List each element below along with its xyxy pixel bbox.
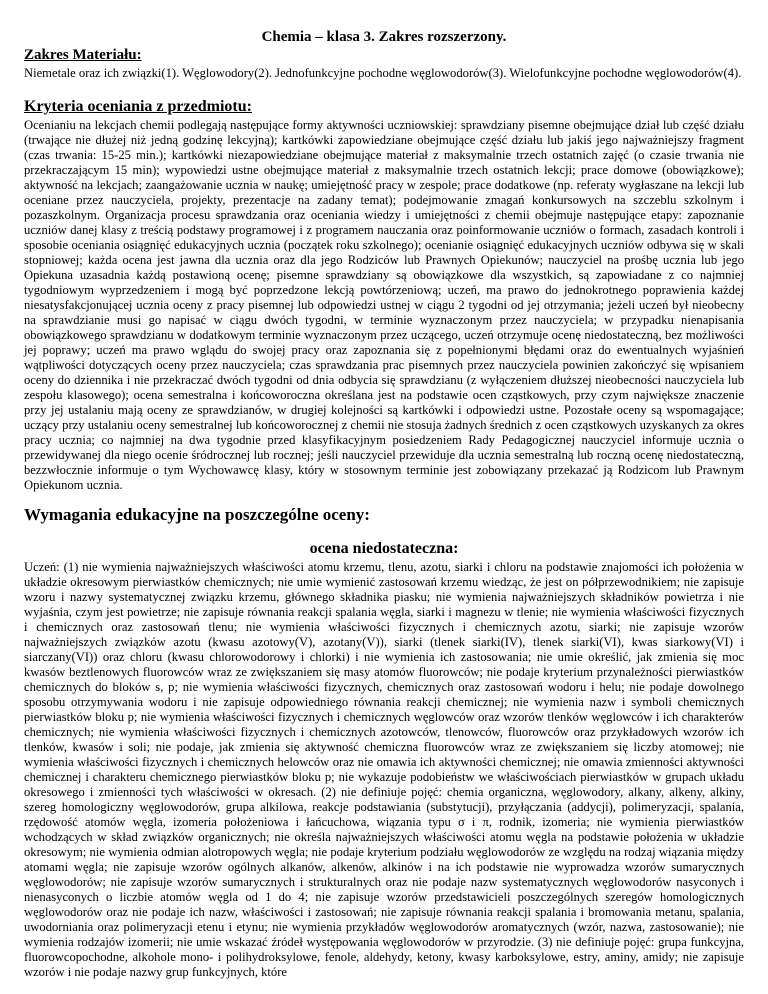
document-title: Chemia – klasa 3. Zakres rozszerzony. [261,29,507,45]
section-heading-criteria: Kryteria oceniania z przedmiotu: [24,98,252,115]
section-heading-requirements: Wymagania edukacyjne na poszczególne oceny: [24,505,370,524]
grade-heading-insufficient: ocena niedostateczna: [309,540,459,557]
document-page [24,0,744,980]
grade-text-insufficient: Uczeń: (1) nie wymienia najważniejszych właściwości atomu krzemu, tlenu, azotu, siarki i chloru na podstawie znajomości ich położenia w układzie okresowym pierwiastków chemicznych; nie umie wymienić zastosowań krzemu wiedząc, że jest on półprzewodnikiem; nie zapisuje wzoru i nazwy systematycznej związku krzemu, głównego składnika piasku; nie wymienia najważniejszych składników powietrza i nie wyjaśnia, czym jest powietrze; nie zapisuje równania reakcji spalania węgla, siarki i magnezu w tlenie; nie wymienia właściwości fizycznych i chemicznych oraz zastosowań tlenu; nie wymienia właściwości fizycznych i chemicznych azotu, siarki; nie zapisuje wzorów najważniejszych związków azotu (kwasu azotowy(V), azotany(V)), siarki (tlenek siarki(IV), tlenek siarki(VI), kwas siarkowy(VI) i siarczany(VI)) oraz chloru (kwasu chlorowodorowy i chlorki) i nie wymienia ich zastosowania; nie umie określić, jak zmienia się moc kwasów beztlenowych fluorowców wraz ze zwiększaniem się masy atomów fluorowców; nie podaje kryterium przynależności pierwiastków chemicznych do bloków s, p; nie wymienia właściwości fizycznych, chemicznych oraz zastosowań wodoru i helu; nie podaje dowolnego sposobu otrzymywania wodoru i nie zapisuje odpowiedniego równania reakcji chemicznej; nie wymienia nazw i symboli chemicznych pierwiastków bloku p; nie wymienia właściwości fizycznych i chemicznych węglowców oraz wzorów tlenków węglowców i ich charakterów chemicznych; nie wymienia właściwości fizycznych i chemicznych azotowców, tlenowców, fluorowców oraz przykładowych wzorów ich tlenków, kwasów i soli; nie podaje, jak zmienia się aktywność chemiczna fluorowców wraz ze zwiększaniem się liczby atomowej; nie wymienia właściwości fizycznych i chemicznych helowców oraz nie omawia ich aktywności chemicznej; nie omawia zmienności aktywności chemicznej i charakteru chemicznego pierwiastków bloku p; nie wykazuje podobieństw we właściwościach pierwiastków w grupach układu okresowego i zmienności tych właściwości w okresach. (2) nie definiuje pojęć: chemia organiczna, węglowodory, alkany, alkeny, alkiny, szereg homologiczny węglowodorów, grupa alkilowa, reakcje podstawiania (substytucji), przyłączania (addycji), polimeryzacji, spalania, rzędowość atomów węgla, izomeria położeniowa i łańcuchowa, wiązania typu σ i π, rodnik, izomeria; nie wymienia pierwiastków wchodzących w skład związków organicznych; nie określa najważniejszych właściwości atomu węgla na podstawie położenia w układzie okresowym; nie wymienia odmian alotropowych węgla; nie podaje kryterium podziału węglowodorów ze względu na rodzaj wiązania między atomami węgla; nie zapisuje wzorów ogólnych alkanów, alkenów, alkinów i na ich podstawie nie wyprowadza wzorów sumarycznych węglowodorów; nie zapisuje wzorów sumarycznych i strukturalnych oraz nie podaje nazw systematycznych węglowodorów nasyconych i nienasyconych o liczbie atomów węgla od 1 do 4; nie zapisuje wzorów przedstawicieli poszczególnych szeregów homologicznych węglowodorów oraz nie podaje ich nazw, właściwości i zastosowań; nie zapisuje równania reakcji spalania i bromowania metanu, spalania, uwodorniania oraz polimeryzacji etenu i etynu; nie wymienia przykładów węglowodorów aromatycznych (wzór, nazwa, zastosowanie); nie wymienia rodzajów izomerii; nie umie wskazać źródeł występowania węglowodorów w przyrodzie. (3) nie definiuje pojęć: grupa funkcyjna, fluorowcopochodne, alkohole mono- i polihydroksylowe, fenole, aldehydy, ketony, kwasy karboksylowe, estry, aminy, amidy; nie zapisuje wzorów i nie podaje nazwy grup funkcyjnych, które [24,560,744,979]
section-text-scope: Niemetale oraz ich związki(1). Węglowodory(2). Jednofunkcyjne pochodne węglowodorów(3). Wielofunkcyjne pochodne węglowodorów(4). [24,66,742,80]
section-heading-scope: Zakres Materiału: [24,47,142,63]
section-text-criteria: Ocenianiu na lekcjach chemii podlegają następujące formy aktywności uczniowskiej: sprawdziany pisemne obejmujące dział lub część działu (trwające nie dłużej niż jedną godzinę lekcyjną); kartkówki zapowiedziane obejmujące część działu lub jakiś jego najważniejszy fragment (czas trwania: 15-25 min.); kartkówki niezapowiedziane obejmujące materiał z maksymalnie trzech ostatnich zajęć (o czasie trwania nie przekraczającym 15 min); wypowiedzi ustne obejmujące materiał z maksymalnie trzech ostatnich lekcji; prace domowe (obowiązkowe); aktywność na lekcjach; zaangażowanie ucznia w naukę; umiejętność pracy w zespole; prace dodatkowe (np. referaty wygłaszane na lekcji lub oceniane przez nauczyciela, projekty, prezentacje na zadany temat); podejmowanie zmagań konkursowych na szczeblu szkolnym i pozaszkolnym. Organizacja procesu sprawdzania oraz oceniania wiedzy i umiejętności z chemii obejmuje następujące etapy: zapoznanie uczniów danej klasy z treścią podstawy programowej i z programem nauczania oraz poinformowanie uczniów o formach, zasadach kontroli i sposobie oceniania osiągnięć edukacyjnych ucznia (początek roku szkolnego); ocenianie osiągnięć edukacyjnych uczniów odbywa się w skali stopniowej; każda ocena jest jawna dla ucznia oraz dla jego Rodziców lub Prawnych Opiekunów; nauczyciel na prośbę ucznia lub jego Opiekuna uzasadnia każdą postawioną ocenę; pisemne sprawdziany są obowiązkowe dla wszystkich, są zapowiadane z co najmniej tygodniowym wyprzedzeniem i mogą być poprzedzone lekcją powtórzeniową; uczeń, ma prawo do jednokrotnego poprawienia każdej niesatysfakcjonującej ucznia oceny z pracy pisemnej lub odpowiedzi ustnej w ciągu 2 tygodni od jej otrzymania; jeżeli uczeń był nieobecny na sprawdzianie musi go napisać w ciągu dwóch tygodni, w terminie wyznaczonym przez nauczyciela; w przypadku nienapisania obowiązkowego sprawdzianu w dodatkowym terminie wyznaczonym przez uczącego, uczeń otrzymuje ocenę niedostateczną, bez możliwości jej poprawy; uczeń ma prawo wglądu do swojej pracy oraz zapoznania się z popełnionymi błędami oraz do ewentualnych wyjaśnień wątpliwości dotyczących oceny przez nauczyciela; czas sprawdzania prac pisemnych przez nauczyciela powinien zakończyć się wpisaniem oceny do dziennika i nie przekraczać dwóch tygodni od dnia odbycia się sprawdzianu (z wyłączeniem dłuższej nieobecności nauczyciela lub zespołu klasowego); ocena semestralna i końcoworoczna określana jest na podstawie ocen cząstkowych, przy czym największe znaczenie przy jej ustalaniu mają oceny ze sprawdzianów, w drugiej kolejności są kartkówki i odpowiedzi ustne. Pozostałe oceny są wspomagające; uczący przy ustalaniu oceny semestralnej lub końcoworocznej z chemii nie stosuja żadnych średnich z ocen cząstkowych uzyskanych za okres pracy ucznia; co najmniej na dwa tygodnie przed klasyfikacyjnym posiedzeniem Rady Pedagogicznej nauczyciel informuje ucznia o przewidywanej dla niego ocenie śródrocznej lub rocznej; jeśli nauczyciel przewiduje dla ucznia semestralną lub roczną ocenę niedostateczną, bezzwłocznie informuje o tym Wychowawcę klasy, który w stosownym terminie jest zobowiązany przekazać ją Rodzicom lub Prawnym Opiekunom ucznia. [24,118,744,492]
